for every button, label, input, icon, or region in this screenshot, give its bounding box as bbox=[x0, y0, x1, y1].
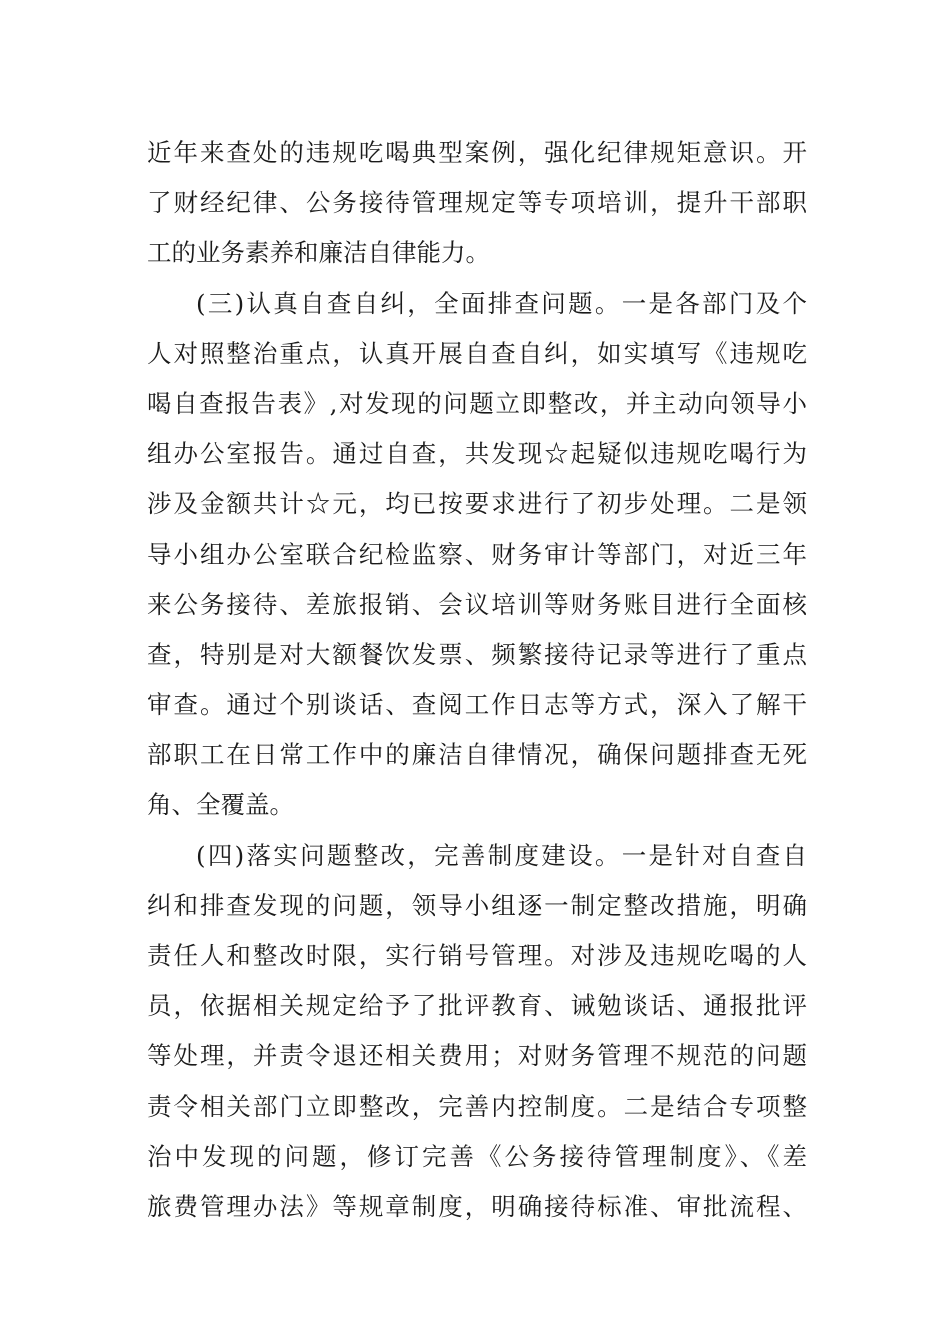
paragraph-section-three bbox=[147, 279, 807, 831]
text-line: 组办公室报告。通过自查，共发现☆起疑似违规吃喝行为 bbox=[147, 439, 807, 469]
text-line: 员，依据相关规定给予了批评教育、诫勉谈话、通报批评 bbox=[147, 991, 807, 1021]
text-line: 责令相关部门立即整改，完善内控制度。二是结合专项整 bbox=[147, 1091, 807, 1121]
text-line: (四)落实问题整改，完善制度建设。一是针对自查自 bbox=[196, 840, 807, 870]
text-line: 工的业务素养和廉洁自律能力。 bbox=[147, 238, 490, 268]
text-line: 喝自查报告表》,对发现的问题立即整改，并主动向领导小 bbox=[147, 388, 807, 418]
text-line: 治中发现的问题，修订完善《公务接待管理制度》、《差 bbox=[147, 1141, 807, 1171]
text-line: 了财经纪律、公务接待管理规定等专项培训，提升干部职 bbox=[147, 188, 807, 218]
text-line: 人对照整治重点，认真开展自查自纠，如实填写《违规吃 bbox=[147, 338, 807, 368]
text-line: 责任人和整改时限，实行销号管理。对涉及违规吃喝的人 bbox=[147, 941, 807, 970]
text-line: 旅费管理办法》等规章制度，明确接待标准、审批流程、 bbox=[147, 1191, 807, 1221]
text-line: (三)认真自查自纠，全面排查问题。一是各部门及个 bbox=[196, 288, 807, 318]
text-line: 角、全覆盖。 bbox=[147, 790, 294, 820]
text-line: 审查。通过个别谈话、查阅工作日志等方式，深入了解干 bbox=[147, 690, 807, 720]
paragraph-continuation bbox=[147, 128, 807, 279]
text-line: 等处理，并责令退还相关费用；对财务管理不规范的问题 bbox=[147, 1041, 807, 1071]
text-line: 来公务接待、差旅报销、会议培训等财务账目进行全面核 bbox=[147, 589, 807, 619]
text-line: 查，特别是对大额餐饮发票、频繁接待记录等进行了重点 bbox=[147, 639, 807, 669]
text-line: 纠和排查发现的问题，领导小组逐一制定整改措施，明确 bbox=[147, 890, 807, 920]
text-line: 涉及金额共计☆元，均已按要求进行了初步处理。二是领 bbox=[147, 489, 807, 519]
text-line: 近年来查处的违规吃喝典型案例，强化纪律规矩意识。开 bbox=[147, 138, 807, 167]
text-line: 部职工在日常工作中的廉洁自律情况，确保问题排查无死 bbox=[147, 740, 807, 770]
paragraph-section-four bbox=[147, 831, 807, 1233]
text-line: 导小组办公室联合纪检监察、财务审计等部门，对近三年 bbox=[147, 539, 807, 569]
body-text bbox=[147, 128, 807, 1232]
